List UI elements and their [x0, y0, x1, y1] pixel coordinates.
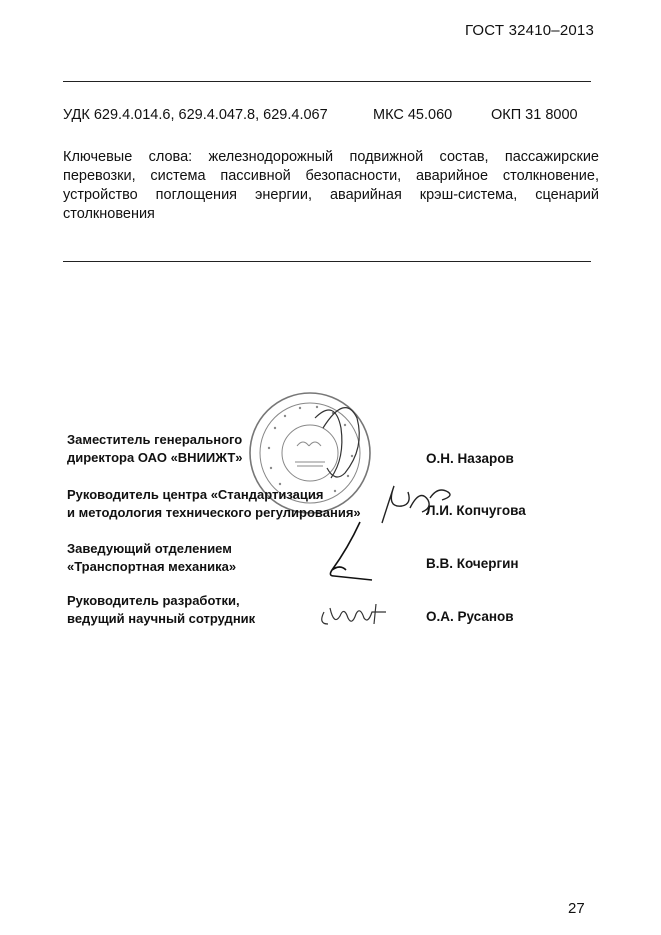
- signatory-2-name: Л.И. Копчугова: [426, 503, 526, 518]
- classification-codes: [63, 107, 591, 123]
- handwritten-signature-4: [316, 598, 396, 632]
- signatory-1-title: [67, 431, 243, 467]
- signatory-title-line: Руководитель центра «Стандартизация: [67, 487, 324, 502]
- keywords-paragraph: Ключевые слова: железнодорожный подвижной состав, пассажирские перевозки, система пассивной безопасности, аварийное столкновение, устройство поглощения энергии, аварийная крэш-система, сценарий столкновения: [63, 149, 599, 222]
- signatory-4-name: О.А. Русанов: [426, 609, 514, 624]
- signatory-title-line: Заведующий отделением: [67, 541, 232, 556]
- signatory-title-line: директора ОАО «ВНИИЖТ»: [67, 450, 243, 465]
- top-divider: [63, 81, 591, 82]
- handwritten-signature-3: [318, 518, 378, 584]
- standard-header: ГОСТ 32410–2013: [464, 22, 594, 39]
- signatory-title-line: ведущий научный сотрудник: [67, 611, 256, 626]
- udk-code: УДК 629.4.014.6, 629.4.047.8, 629.4.067: [63, 107, 328, 123]
- signatory-3-name: В.В. Кочергин: [426, 556, 519, 571]
- signatory-3-title: [67, 540, 236, 576]
- signatory-2-title: [67, 486, 361, 522]
- okp-code: ОКП 31 8000: [491, 107, 578, 123]
- bottom-divider: [63, 261, 591, 262]
- page-number: 27: [568, 900, 585, 917]
- signatory-4-title: [67, 592, 255, 628]
- signatory-title-line: Заместитель генерального: [67, 432, 243, 447]
- signatory-1-name: О.Н. Назаров: [426, 451, 514, 466]
- mks-code: МКС 45.060: [373, 107, 453, 123]
- handwritten-signature-2: [372, 478, 462, 530]
- signatory-title-line: «Транспортная механика»: [67, 559, 237, 574]
- signatory-title-line: Руководитель разработки,: [67, 593, 240, 608]
- signatory-title-line: и методология технического регулирования»: [67, 505, 361, 520]
